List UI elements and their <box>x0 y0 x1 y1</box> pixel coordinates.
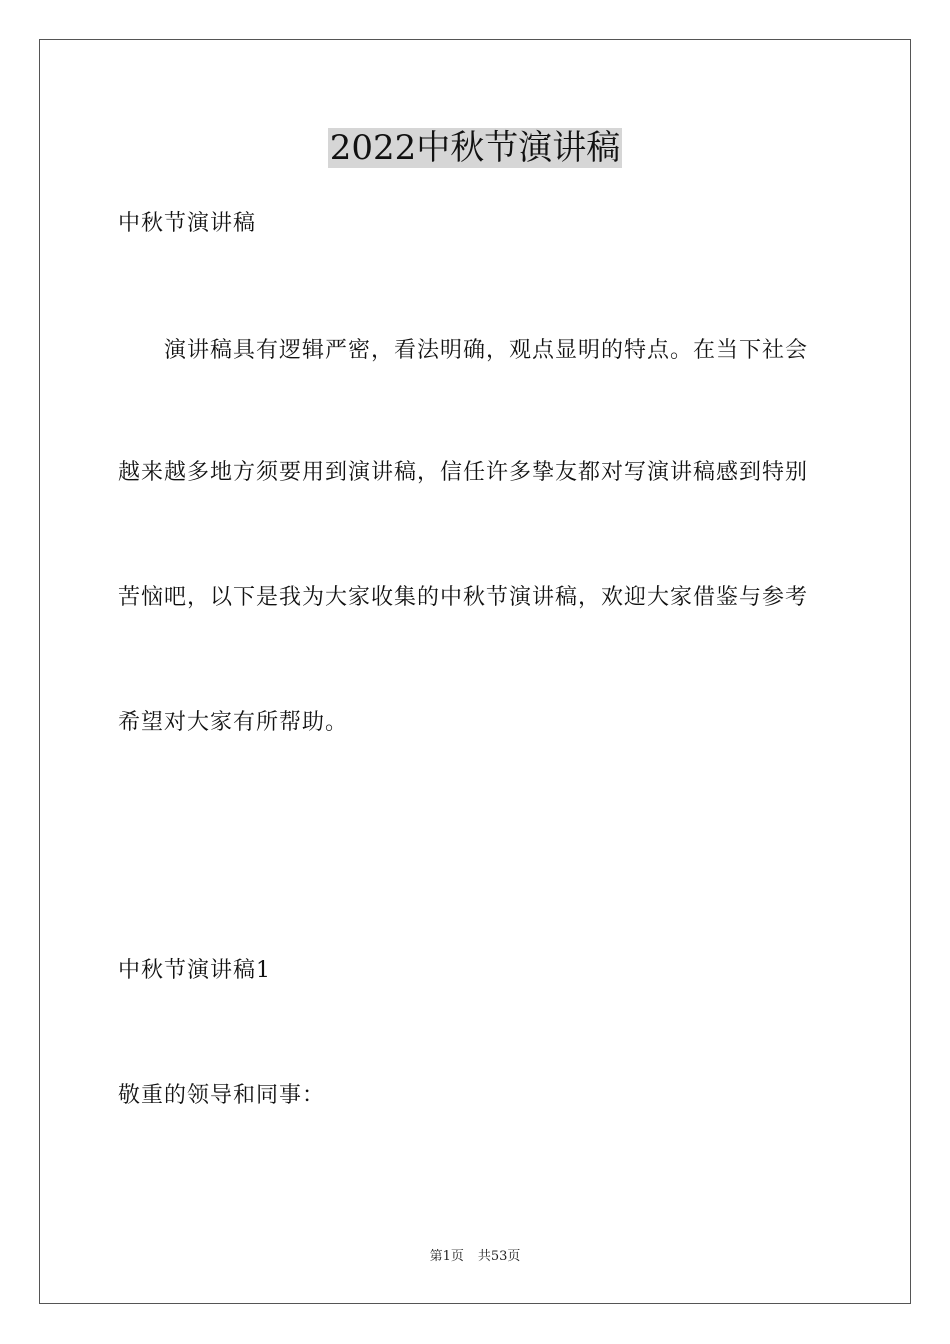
document-title <box>0 126 950 170</box>
paragraph-line-1: 演讲稿具有逻辑严密，看法明确，观点显明的特点。在当下社会 <box>164 338 809 363</box>
page-total: 共53页 <box>477 1249 521 1264</box>
salutation: 敬重的领导和同事： <box>118 1083 326 1108</box>
paragraph-line-4: 希望对大家有所帮助。 <box>118 710 349 735</box>
page-footer <box>0 1248 950 1266</box>
paragraph-line-3: 苦恼吧，以下是我为大家收集的中秋节演讲稿，欢迎大家借鉴与参考 <box>118 585 809 610</box>
subtitle: 中秋节演讲稿 <box>118 211 257 236</box>
page-number: 第1页 <box>429 1249 464 1264</box>
paragraph-line-2: 越来越多地方须要用到演讲稿，信任许多挚友都对写演讲稿感到特别 <box>118 460 809 485</box>
section-heading: 中秋节演讲稿1 <box>118 958 271 983</box>
title-highlight: 2022中秋节演讲稿 <box>329 128 621 168</box>
